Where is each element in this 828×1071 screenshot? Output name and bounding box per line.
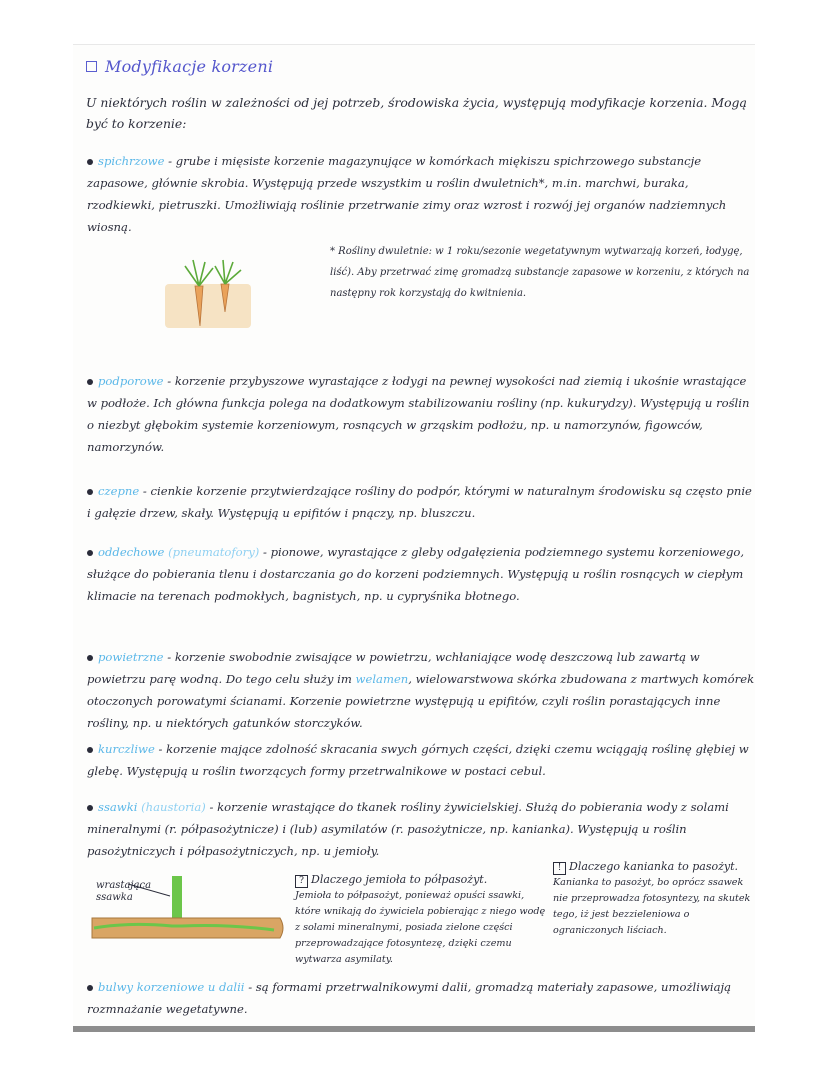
bullet-icon [87, 489, 93, 495]
term-description: - cienkie korzenie przytwierdzające rośliny do podpór, którymi w naturalnym środowisku są często pnie i gałęzie drzew, skały. Występują u epifitów i pnączy, np. bluszczu. [87, 484, 752, 520]
biennial-note: * Rośliny dwuletnie: w 1 roku/sezonie wegetatywnym wytwarzają korzeń, łodygę, liść). Aby przetrwać zimę gromadzą substancje zapasowe w korzeniu, z których na następny rok korzystają do kwitnienia. [330, 246, 750, 299]
intro-text: U niektórych roślin w zależności od jej potrzeb, środowiska życia, występują modyfikacje korzenia. Mogą być to korzenie: [86, 95, 747, 131]
bullet-icon [87, 655, 93, 661]
bullet-icon [87, 805, 93, 811]
term-description: - korzenie przybyszowe wyrastające z łodygi na pewnej wysokości nad ziemią i ukośnie wrastające w podłoże. Ich główna funkcja polega na dodatkowym stabilizowaniu rośliny (np. kukurydzy). Występują u roślin o niezbyt głębokim systemie korzeniowym, rosnących w grząskim podłożu, np. u namorzynów, figowców, namorzynów. [87, 374, 750, 454]
term-label: oddechowe [98, 545, 165, 559]
list-item-bulwy [87, 976, 755, 1020]
checkbox-icon [86, 61, 97, 72]
carrot-leaves-left [185, 260, 213, 286]
term-description: - są formami przetrwalnikowymi dalii, gromadzą materiały zapasowe, umożliwiają rozmnażanie wegetatywne. [87, 980, 732, 1016]
term-description: - grube i mięsiste korzenie magazynujące w komórkach miękiszu spichrzowego substancje zapasowe, głównie skrobia. Występują przede wszystkim u roślin dwuletnich*, m.in. marchwi, buraka, rzodkiewki, pietruszki. Umożliwiają roślinie przetrwanie zimy oraz wzrost i rozwój jej organów nadziemnych wiosną. [87, 154, 727, 234]
title-row [86, 57, 273, 76]
term-label: kurczliwe [98, 742, 155, 756]
term-label: czepne [98, 484, 140, 498]
term-description-cont: , wielowarstwowa skórka zbudowana z martwych komórek otoczonych porowatymi ścianami. Korzenie powietrzne występują u epifitów, czyli roślin porastających inne rośliny, np. u niektórych gatunków storczyków. [87, 672, 755, 730]
list-item-powietrzne [87, 646, 755, 734]
question-icon: ? [295, 875, 308, 888]
term-label: bulwy korzeniowe u dalii [98, 980, 245, 994]
haustorium-label: wrastająca ssawka [96, 880, 152, 903]
term-description: - pionowe, wyrastające z gleby odgałęzienia podziemnego systemu korzeniowego, służące do pobierania tlenu i dostarczania go do korzeni podziemnych. Występują u roślin rosnących w ciepłym klimacie na terenach podmokłych, bagnistych, np. u cypryśnika błotnego. [87, 545, 745, 603]
term-label: podporowe [98, 374, 164, 388]
answer-text: Jemioła to półpasożyt, ponieważ opuści ssawki, które wnikają do żywiciela pobierając z niego wodę z solami mineralnymi, posiada zielone części przeprowadzające fotosyntezę, dzięki czemu wytwarza asymilaty. [295, 890, 546, 965]
term-label: spichrzowe [98, 154, 165, 168]
term-synonym: (pneumatofory) [168, 545, 260, 559]
question-box-mistletoe [295, 872, 547, 968]
term-label: powietrzne [98, 650, 164, 664]
soil-shape [165, 284, 251, 328]
term-description: - korzenie mające zdolność skracania swych górnych części, dzięki czemu wciągają roślinę głębiej w glebę. Występują u roślin tworzących formy przetrwalnikowe w postaci cebul. [87, 742, 749, 778]
bullet-icon [87, 985, 93, 991]
list-item-oddechowe [87, 541, 755, 607]
bullet-icon [87, 379, 93, 385]
haustorium-illustration [88, 872, 288, 952]
page-title: Modyfikacje korzeni [105, 57, 274, 76]
question-box-dodder [553, 859, 753, 939]
list-item-czepne [87, 480, 755, 524]
list-item-ssawki [87, 796, 755, 862]
list-item-kurczliwe [87, 738, 755, 782]
carrot-illustration [163, 256, 253, 336]
page-shadow-edge [73, 1026, 755, 1032]
question-text: Dlaczego jemioła to półpasożyt. [311, 873, 488, 886]
bullet-icon [87, 159, 93, 165]
answer-text: Kanianka to pasożyt, bo oprócz ssawek nie przeprowadza fotosyntezy, na skutek tego, iż jest bezzieleniowa o ograniczonych liściach. [553, 877, 751, 936]
term-label: ssawki [98, 800, 138, 814]
term-description: - korzenie wrastające do tkanek rośliny żywicielskiej. Służą do pobierania wody z solami mineralnymi (r. półpasożytnicze) i (lub) asymilatów (r. pasożytnicze, np. kanianka). Występują u roślin pasożytniczych i półpasożytniczych, np. u jemioły. [87, 800, 729, 858]
term-description: - korzenie swobodnie zwisające w powietrzu, wchłaniające wodę deszczową lub zawartą w powietrzu parę wodną. Do tego celu służy im [87, 650, 700, 686]
exclamation-icon: ! [553, 862, 566, 875]
list-item-podporowe [87, 370, 755, 458]
bullet-icon [87, 747, 93, 753]
carrot-leaves-right [215, 260, 241, 284]
bullet-icon [87, 550, 93, 556]
question-text: Dlaczego kanianka to pasożyt. [569, 860, 739, 873]
list-item-spichrzowe [87, 150, 755, 238]
term-welamen: welamen [355, 672, 409, 686]
label-pointer-line [128, 884, 170, 896]
term-synonym: (haustoria) [141, 800, 206, 814]
